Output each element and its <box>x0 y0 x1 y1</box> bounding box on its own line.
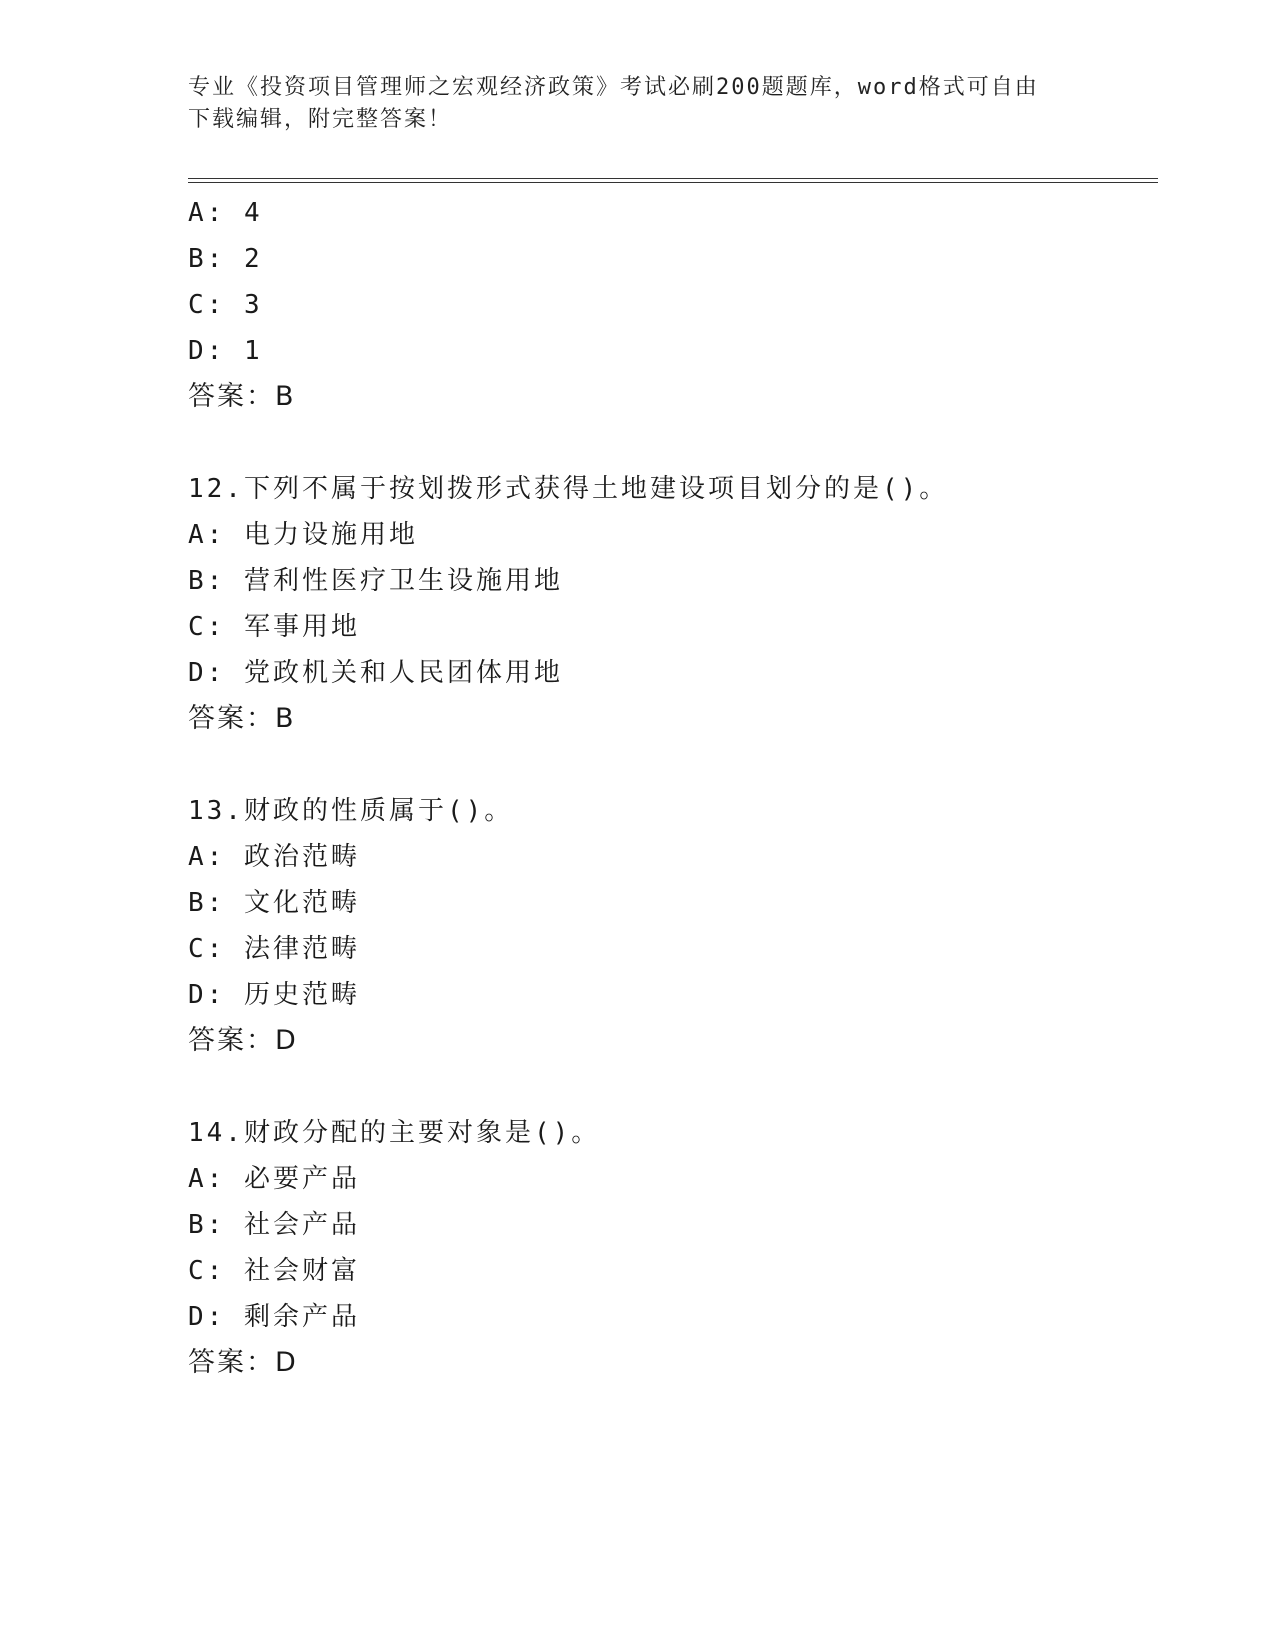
option-d: D: 历史范畴 <box>188 980 360 1010</box>
option-c: C: 法律范畴 <box>188 934 360 964</box>
option-c: C: 军事用地 <box>188 612 360 642</box>
option-a: A: 电力设施用地 <box>188 520 418 550</box>
option-a: A: 政治范畴 <box>188 842 360 872</box>
option-d: D: 党政机关和人民团体用地 <box>188 658 563 688</box>
question-text: 13.财政的性质属于()。 <box>188 796 514 826</box>
question-12-block <box>188 466 1158 742</box>
option-c: C: 社会财富 <box>188 1256 360 1286</box>
spacer <box>188 420 1158 466</box>
option-d: D: 剩余产品 <box>188 1302 360 1332</box>
answer-line: 答案：D <box>188 1025 298 1056</box>
option-b: B: 文化范畴 <box>188 888 360 918</box>
header-line-2: 下载编辑，附完整答案！ <box>188 107 453 132</box>
option-b: B: 社会产品 <box>188 1210 360 1240</box>
question-11-block <box>188 190 1158 420</box>
spacer <box>188 1064 1158 1110</box>
header-divider-bottom <box>188 182 1158 183</box>
answer-line: 答案：B <box>188 381 296 412</box>
option-d: D: 1 <box>188 336 263 366</box>
option-b: B: 营利性医疗卫生设施用地 <box>188 566 563 596</box>
document-header <box>188 72 1088 136</box>
header-line-1: 专业《投资项目管理师之宏观经济政策》考试必刷200题题库，word格式可自由 <box>188 75 1039 100</box>
question-text: 12.下列不属于按划拨形式获得土地建设项目划分的是()。 <box>188 474 949 504</box>
question-14-block <box>188 1110 1158 1386</box>
answer-line: 答案：D <box>188 1347 298 1378</box>
option-c: C: 3 <box>188 290 263 320</box>
option-b: B: 2 <box>188 244 263 274</box>
option-a: A: 必要产品 <box>188 1164 360 1194</box>
question-text: 14.财政分配的主要对象是()。 <box>188 1118 601 1148</box>
question-13-block <box>188 788 1158 1064</box>
header-divider-top <box>188 178 1158 179</box>
question-list <box>188 190 1158 1386</box>
option-a: A: 4 <box>188 198 263 228</box>
spacer <box>188 742 1158 788</box>
answer-line: 答案：B <box>188 703 296 734</box>
